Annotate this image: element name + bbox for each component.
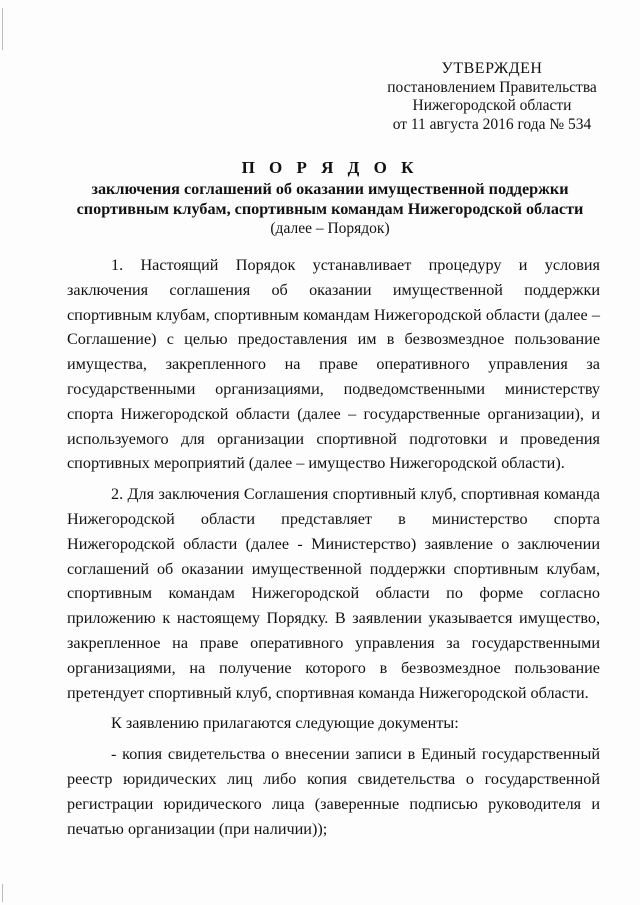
list-item: - копия свидетельства о внесении записи в Единый государственный реестр юридических лиц либо копия свидетельства о государственной регистрации юридического лица (заверенные подписью руководителя и печатью организации (при наличии)); [67, 745, 600, 838]
approval-line: от 11 августа 2016 года № 534 [392, 115, 592, 133]
approval-title: УТВЕРЖДЕН [441, 60, 543, 77]
document-title [60, 157, 600, 239]
title-main: П О Р Я Д О К [241, 158, 419, 177]
title-line: спортивным клубам, спортивным командам Нижегородской области [76, 200, 584, 218]
scan-edge-mark [2, 884, 3, 902]
paragraph: К заявлению прилагаются следующие документы: [111, 714, 459, 733]
title-line: заключения соглашений об оказании имущественной поддержки [91, 180, 569, 198]
document-body [67, 253, 600, 841]
approval-line: постановлением Правительства [387, 78, 597, 96]
approval-line: Нижегородской области [412, 97, 572, 114]
scan-edge-mark [2, 8, 3, 50]
paragraph: 1. Настоящий Порядок устанавливает процедуру и условия заключения соглашения об оказании имущественной поддержки спортивным клубам, спортивным командам Нижегородской области (далее – Соглашение) с целью предоставления им в безвозмездное пользование имущества, закрепленного на праве оперативного управления за государственными организациями, подведомственными министерству спорта Нижегородской области (далее – государственные организации), и используемого для организации спортивной подготовки и проведения спортивных мероприятий (далее – имущество Нижегородской области). [67, 256, 600, 473]
paragraph: 2. Для заключения Соглашения спортивный клуб, спортивная команда Нижегородской области представляет в министерство спорта Нижегородской области (далее - Министерство) заявление о заключении соглашений об оказании имущественной поддержки спортивным клубам, спортивным командам Нижегородской области по форме согласно приложению к настоящему Порядку. В заявлении указывается имущество, закрепленное на праве оперативного управления за государственными организациями, на получение которого в безвозмездное пользование претендует спортивный клуб, спортивная команда Нижегородской области. [67, 485, 600, 702]
title-note: (далее – Порядок) [270, 220, 390, 237]
approval-stamp [382, 60, 602, 134]
